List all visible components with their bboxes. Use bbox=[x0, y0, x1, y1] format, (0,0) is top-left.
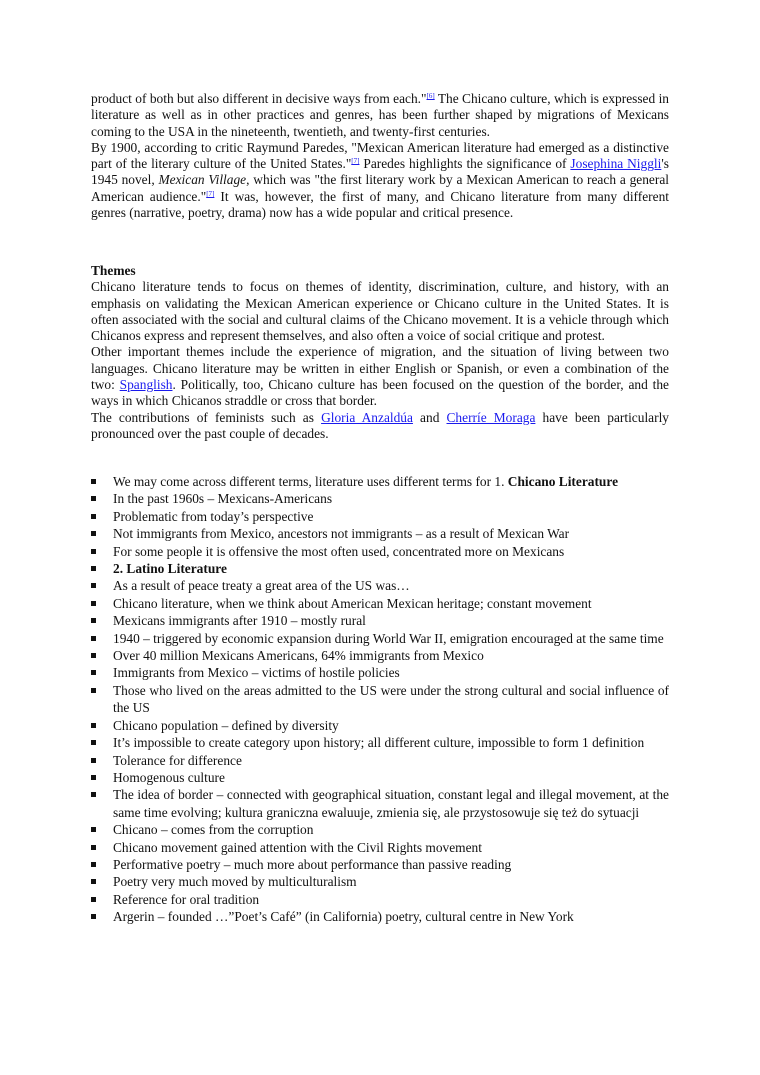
intro-paragraph-2 bbox=[91, 140, 669, 221]
square-bullet-icon bbox=[91, 740, 96, 745]
list-item-text: For some people it is offensive the most often used, concentrated more on Mexicans bbox=[113, 543, 565, 559]
list-item-text: Those who lived on the areas admitted to the US were under the strong cultural and social influence of the US bbox=[113, 682, 669, 716]
list-item-bold-text: 2. Latino Literature bbox=[113, 561, 227, 577]
list-item-text: We may come across different terms, literature uses different terms for 1. bbox=[113, 474, 508, 489]
square-bullet-icon bbox=[91, 531, 96, 536]
square-bullet-icon bbox=[91, 862, 96, 867]
list-item-text: 1940 – triggered by economic expansion during World War II, emigration encouraged at the same time bbox=[113, 630, 664, 646]
list-item bbox=[91, 734, 669, 751]
square-bullet-icon bbox=[91, 670, 96, 675]
square-bullet-icon bbox=[91, 758, 96, 763]
list-item bbox=[91, 525, 669, 542]
list-item-text: Mexicans immigrants after 1910 – mostly rural bbox=[113, 613, 366, 629]
citation-link[interactable]: [6] bbox=[426, 92, 435, 100]
square-bullet-icon bbox=[91, 549, 96, 554]
text: have been particularly pronounced over the past couple of decades. bbox=[91, 409, 669, 441]
list-item bbox=[91, 560, 669, 577]
text: Paredes highlights the significance of bbox=[359, 156, 571, 172]
list-item-text: Not immigrants from Mexico, ancestors not immigrants – as a result of Mexican War bbox=[113, 526, 570, 542]
list-item bbox=[91, 752, 669, 769]
list-item-text: Problematic from today’s perspective bbox=[113, 508, 314, 524]
list-item-text: Tolerance for difference bbox=[113, 752, 242, 768]
square-bullet-icon bbox=[91, 688, 96, 693]
square-bullet-icon bbox=[91, 775, 96, 780]
citation-link[interactable]: [7] bbox=[206, 189, 215, 198]
list-item-text: Reference for oral tradition bbox=[113, 891, 260, 907]
list-item bbox=[91, 543, 669, 560]
square-bullet-icon bbox=[91, 496, 96, 501]
list-item bbox=[91, 786, 669, 821]
list-item bbox=[91, 856, 669, 873]
square-bullet-icon bbox=[91, 514, 96, 519]
list-item bbox=[91, 821, 669, 838]
list-item bbox=[91, 508, 669, 525]
themes-paragraph-3 bbox=[91, 410, 669, 443]
list-item-text: The idea of border – connected with geographical situation, constant legal and illegal movement, at the same time evolving; kultura graniczna ewaluuje, zmienia się, ale przystosowuje się też do sytuacji bbox=[113, 787, 669, 820]
text: . Politically, too, Chicano culture has been focused on the question of the border, and the ways in which Chicanos straddle or cross that border. bbox=[91, 377, 670, 409]
themes-section bbox=[91, 263, 669, 442]
list-item bbox=[91, 839, 669, 856]
list-item-bold-text: Chicano Literature bbox=[507, 474, 619, 489]
themes-heading: Themes bbox=[91, 263, 136, 278]
square-bullet-icon bbox=[91, 583, 96, 588]
text: Other important themes include the experience of migration, and the situation of living between two languages. Chicano literature may be written in either English or Spanish, or even a combination of the two: bbox=[91, 344, 669, 393]
square-bullet-icon bbox=[91, 636, 96, 641]
list-item bbox=[91, 873, 669, 890]
list-item bbox=[91, 682, 669, 717]
list-item bbox=[91, 595, 669, 612]
citation-link[interactable]: [7] bbox=[351, 157, 360, 166]
square-bullet-icon bbox=[91, 897, 96, 902]
cherrie-moraga-link[interactable]: Cherríe Moraga bbox=[446, 409, 536, 425]
themes-paragraph-2 bbox=[91, 344, 669, 409]
list-item-text: It’s impossible to create category upon history; all different culture, impossible to form 1 definition bbox=[113, 735, 645, 751]
text: and bbox=[412, 409, 447, 425]
notes-list bbox=[91, 473, 669, 926]
text: It was, however, the first of many, and Chicano literature from many different genres (narrative, poetry, drama) now has a wide popular and critical presence. bbox=[91, 188, 669, 221]
list-item-text: Poetry very much moved by multiculturalism bbox=[113, 874, 357, 890]
list-item-text: Homogenous culture bbox=[113, 769, 225, 785]
list-item bbox=[91, 490, 669, 507]
text: product of both but also different in decisive ways from each." bbox=[91, 91, 427, 106]
square-bullet-icon bbox=[91, 845, 96, 850]
square-bullet-icon bbox=[91, 618, 96, 623]
square-bullet-icon bbox=[91, 479, 96, 484]
text: By 1900, according to critic Raymund Paredes, "Mexican American literature had emerged as a distinctive part of the literary culture of the United States." bbox=[91, 139, 669, 172]
list-item-text: Chicano population – defined by diversity bbox=[113, 717, 339, 733]
list-item bbox=[91, 908, 669, 925]
square-bullet-icon bbox=[91, 653, 96, 658]
book-title: Mexican Village bbox=[158, 172, 247, 188]
square-bullet-icon bbox=[91, 601, 96, 606]
square-bullet-icon bbox=[91, 914, 96, 919]
list-item-text: Immigrants from Mexico – victims of hostile policies bbox=[113, 665, 400, 681]
intro-section bbox=[91, 91, 669, 221]
josephina-niggli-link[interactable]: Josephina Niggli bbox=[570, 156, 662, 172]
list-item bbox=[91, 717, 669, 734]
list-item bbox=[91, 769, 669, 786]
text: , which was "the first literary work by a Mexican American to reach a general American audience." bbox=[91, 172, 669, 204]
list-item bbox=[91, 630, 669, 647]
intro-paragraph-1 bbox=[91, 91, 669, 140]
list-item-text: Performative poetry – much more about performance than passive reading bbox=[113, 856, 512, 872]
list-item-text: As a result of peace treaty a great area of the US was… bbox=[113, 578, 410, 594]
text: The contributions of feminists such as bbox=[91, 409, 322, 425]
square-bullet-icon bbox=[91, 827, 96, 832]
list-item bbox=[91, 577, 669, 594]
list-item-text: Chicano – comes from the corruption bbox=[113, 822, 314, 838]
list-item bbox=[91, 664, 669, 681]
list-item-text: In the past 1960s – Mexicans-Americans bbox=[113, 491, 333, 507]
list-item-text: Chicano literature, when we think about American Mexican heritage; constant movement bbox=[113, 595, 592, 611]
text: 's 1945 novel, bbox=[91, 156, 669, 188]
text: The Chicano culture, which is expressed in literature as well as in other practices and genres, has been further shaped by migrations of Mexicans coming to the USA in the nineteenth, twentieth, and twenty-first centuries. bbox=[91, 91, 670, 139]
square-bullet-icon bbox=[91, 792, 96, 797]
square-bullet-icon bbox=[91, 566, 96, 571]
square-bullet-icon bbox=[91, 723, 96, 728]
list-item-text: Chicano movement gained attention with the Civil Rights movement bbox=[113, 839, 482, 855]
list-item bbox=[91, 647, 669, 664]
list-item bbox=[91, 612, 669, 629]
list-item-text: Argerin – founded …”Poet’s Café” (in California) poetry, cultural centre in New York bbox=[113, 909, 574, 925]
list-item bbox=[91, 473, 669, 490]
themes-paragraph-1: Chicano literature tends to focus on themes of identity, discrimination, culture, and history, with an emphasis on validating the Mexican American experience or Chicano culture in the United States. It is often associated with the social and cultural claims of the Chicano movement. It is a vehicle through which Chicanos express and represent themselves, and also often a voice of social critique and protest. bbox=[91, 279, 669, 344]
gloria-anzaldua-link[interactable]: Gloria Anzaldúa bbox=[321, 409, 413, 425]
square-bullet-icon bbox=[91, 879, 96, 884]
spanglish-link[interactable]: Spanglish bbox=[119, 377, 173, 393]
list-item-text: Over 40 million Mexicans Americans, 64% immigrants from Mexico bbox=[113, 648, 484, 664]
list-item bbox=[91, 891, 669, 908]
